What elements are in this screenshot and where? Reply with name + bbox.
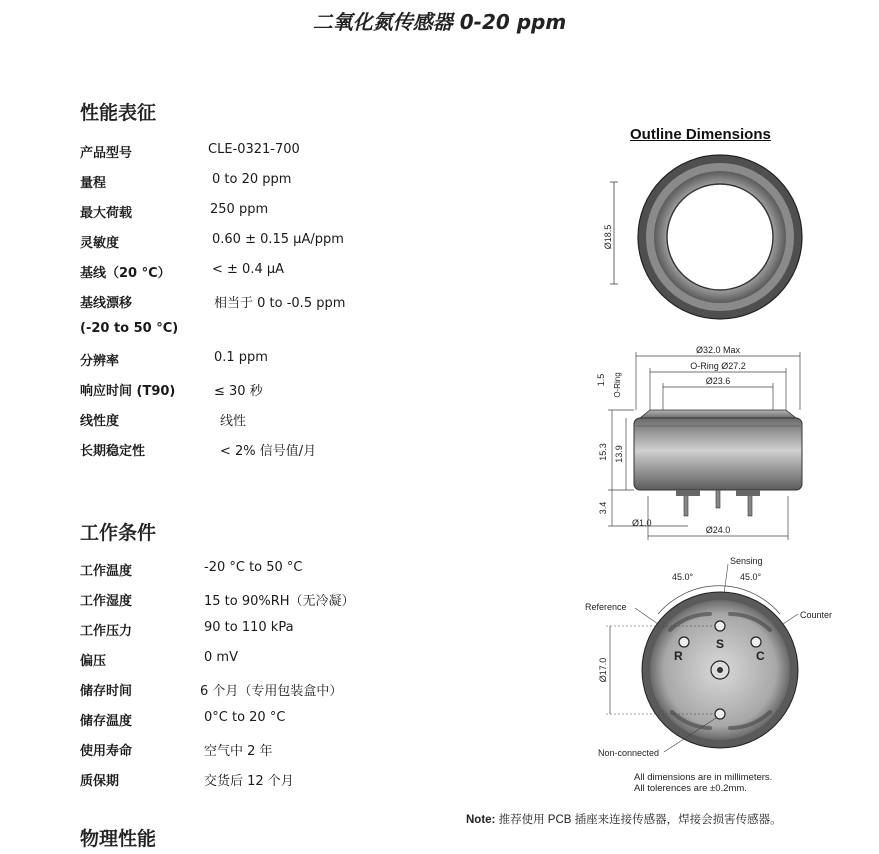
spec-label (80, 292, 178, 336)
top-view-drawing (600, 152, 820, 332)
dimension-note (634, 772, 772, 794)
sensor-body (634, 418, 802, 490)
spec-label: 最大荷载 (80, 206, 133, 221)
note-text: 推荐使用 PCB 插座来连接传感器，焊接会损害传感器。 (495, 814, 782, 826)
sensing-label: Sensing (730, 556, 763, 566)
pin-c-label: C (756, 649, 765, 663)
reference-label: Reference (585, 602, 627, 612)
angle-right-label: 45.0° (740, 572, 762, 582)
spec-value: 交货后 12 个月 (204, 774, 294, 789)
spec-label: 使用寿命 (80, 744, 133, 759)
oring-band (640, 410, 796, 418)
spec-row-stability (80, 434, 500, 464)
spec-value: -20 °C to 50 °C (204, 560, 303, 575)
pin-s-label: S (716, 637, 725, 651)
bottom-diameter-label: Ø17.0 (598, 657, 608, 683)
pin-counter (751, 637, 761, 647)
spec-label: 储存温度 (80, 714, 133, 729)
spec-value: 15 to 90%RH（无冷凝） (204, 594, 355, 609)
spec-row-model (80, 136, 500, 166)
spec-row-op-temp (80, 554, 500, 584)
pin-non-connected (715, 709, 725, 719)
counter-label: Counter (800, 610, 833, 620)
note-prefix: Note: (466, 814, 496, 826)
spec-row-storage-time (80, 674, 500, 704)
page-title: 二氧化氮传感器 0-20 ppm (312, 10, 567, 34)
pin-r-label: R (674, 649, 683, 663)
oring-label: O-Ring Ø27.2 (690, 361, 746, 371)
spec-label: 基线（20 °C） (80, 266, 171, 281)
spec-value: 6 个月（专用包装盒中） (200, 684, 343, 699)
pin-diameter-label: Ø1.0 (632, 518, 652, 528)
spec-value: < 2% 信号值/月 (220, 444, 317, 459)
spec-label-line1: 基线漂移 (80, 296, 133, 311)
max-diameter-label: Ø32.0 Max (695, 345, 741, 355)
center-dot (717, 667, 723, 673)
spec-row-linearity (80, 404, 500, 434)
spec-value: 相当于 0 to -0.5 ppm (214, 296, 346, 311)
pin-base (676, 490, 700, 496)
top-diameter-label: Ø18.5 (603, 224, 613, 250)
spec-row-sensitivity (80, 226, 500, 256)
spec-row-warranty (80, 764, 500, 794)
spec-label: 质保期 (80, 774, 120, 789)
spec-label: 偏压 (80, 654, 107, 669)
spec-row-storage-temp (80, 704, 500, 734)
spec-label: 分辨率 (80, 354, 120, 369)
outline-title: Outline Dimensions (630, 126, 771, 143)
spec-label: 工作湿度 (80, 594, 133, 609)
working-heading: 工作条件 (80, 522, 157, 544)
performance-table (80, 136, 500, 464)
spec-label: 储存时间 (80, 684, 133, 699)
spec-row-resolution (80, 344, 500, 374)
spec-label: 线性度 (80, 414, 120, 429)
dimension-note-line2: All tolerences are ±0.2mm. (634, 783, 747, 794)
spec-value: 0.1 ppm (214, 350, 268, 365)
side-view-drawing (588, 340, 828, 545)
spec-value: 250 ppm (210, 202, 269, 217)
h-oring-label: O-Ring (613, 372, 622, 398)
h-oring-value: 1.5 (596, 373, 606, 387)
spec-row-baseline (80, 256, 500, 286)
spec-label: 工作压力 (80, 624, 133, 639)
spec-value: 90 to 110 kPa (204, 620, 294, 635)
spec-label: 响应时间 (T90) (80, 384, 176, 399)
spec-value: 线性 (220, 414, 247, 429)
spec-row-baseline-drift (80, 286, 500, 344)
pin-sensing (715, 621, 725, 631)
non-connected-label: Non-connected (598, 748, 660, 758)
pin-reference (679, 637, 689, 647)
spec-value: < ± 0.4 μA (212, 262, 285, 277)
spec-row-lifetime (80, 734, 500, 764)
pin (716, 490, 720, 508)
spec-label: 工作温度 (80, 564, 133, 579)
dimension-note-line1: All dimensions are in millimeters. (634, 772, 773, 783)
spec-label: 灵敏度 (80, 236, 120, 251)
spec-label: 长期稳定性 (80, 444, 146, 459)
spec-value: 空气中 2 年 (204, 744, 273, 759)
pin-base (736, 490, 760, 496)
spec-label: 量程 (80, 176, 107, 191)
spec-value: 0°C to 20 °C (204, 710, 286, 725)
spec-row-op-pressure (80, 614, 500, 644)
performance-heading: 性能表征 (80, 102, 157, 124)
spec-value: 0.60 ± 0.15 μA/ppm (212, 232, 344, 247)
working-table (80, 554, 500, 794)
inner-diameter-label: Ø23.6 (705, 376, 731, 386)
opening (667, 184, 773, 290)
spec-row-bias (80, 644, 500, 674)
base-diameter-label: Ø24.0 (705, 525, 731, 535)
pcb-note (466, 811, 782, 827)
spec-row-response-time (80, 374, 500, 404)
h-total-label: 15.3 (598, 443, 608, 461)
angle-left-label: 45.0° (672, 572, 694, 582)
h-body-label: 13.9 (614, 445, 624, 463)
physical-heading: 物理性能 (80, 828, 157, 850)
spec-value: 0 to 20 ppm (212, 172, 292, 187)
spec-label-line2: (-20 to 50 °C) (80, 321, 179, 336)
bottom-view-drawing (580, 552, 850, 767)
h-pin-label: 3.4 (598, 501, 608, 515)
spec-row-op-humidity (80, 584, 500, 614)
spec-label: 产品型号 (80, 146, 133, 161)
spec-value: CLE-0321-700 (208, 142, 300, 157)
spec-row-range (80, 166, 500, 196)
spec-value: 0 mV (204, 650, 238, 665)
spec-row-max-load (80, 196, 500, 226)
spec-value: ≤ 30 秒 (214, 384, 263, 399)
